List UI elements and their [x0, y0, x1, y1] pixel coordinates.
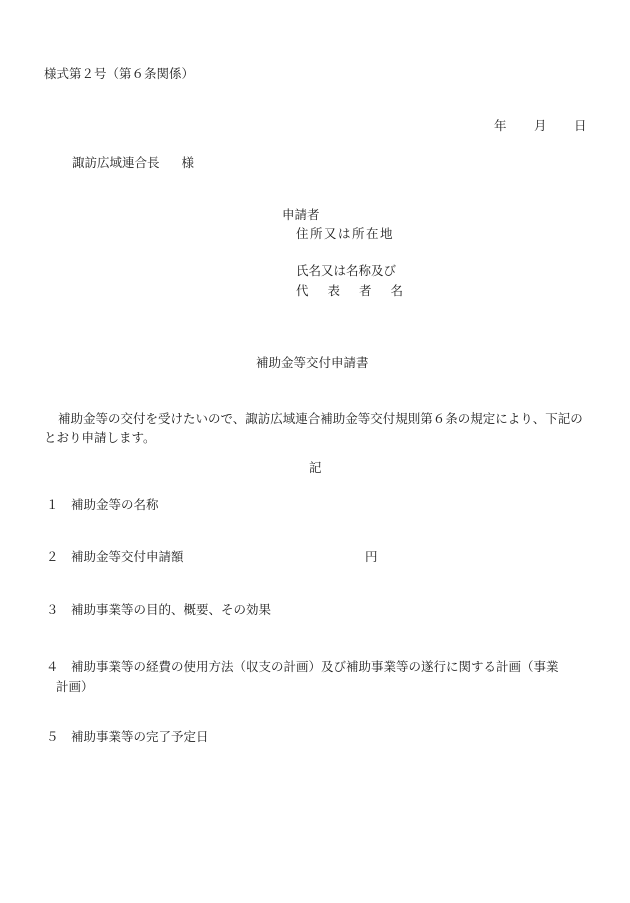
date-day-label: 日	[574, 118, 587, 133]
ki-heading: 記	[309, 460, 322, 475]
item-text: 補助事業等の完了予定日	[71, 729, 209, 744]
addressee-honorific: 様	[181, 155, 195, 170]
item-3	[46, 604, 271, 617]
item-text: 補助事業等の目的、概要、その効果	[71, 602, 272, 617]
item-number: ２	[46, 549, 59, 564]
item-text-continued: 計画）	[56, 679, 94, 694]
item-5	[46, 731, 209, 744]
amount-unit: 円	[365, 549, 378, 564]
item-number: １	[46, 497, 59, 512]
item-text: 補助金等交付申請額	[71, 549, 184, 564]
body-paragraph: 補助金等の交付を受けたいので、諏訪広域連合補助金等交付規則第６条の規定により、下記のとおり申請します。	[44, 411, 583, 445]
item-1	[46, 499, 159, 512]
item-number: ５	[46, 729, 59, 744]
item-text: 補助事業等の経費の使用方法（収支の計画）及び補助事業等の遂行に関する計画（事業	[71, 659, 559, 674]
applicant-representative-label: 代表者名	[296, 283, 423, 298]
date-year-label: 年	[494, 118, 507, 133]
addressee-name: 諏訪広域連合長	[72, 155, 160, 170]
document-title: 補助金等交付申請書	[256, 355, 369, 370]
item-number: ４	[46, 659, 59, 674]
applicant-name-label: 氏名又は名称及び	[296, 263, 397, 278]
item-2	[46, 549, 378, 564]
form-number: 様式第２号（第６条関係）	[44, 66, 195, 81]
applicant-label: 申請者	[282, 207, 320, 222]
item-text: 補助金等の名称	[71, 497, 159, 512]
addressee	[72, 157, 194, 170]
item-number: ３	[46, 602, 59, 617]
item-4	[46, 657, 594, 697]
date-month-label: 月	[534, 118, 547, 133]
applicant-address-label: 住所又は所在地	[296, 226, 395, 241]
